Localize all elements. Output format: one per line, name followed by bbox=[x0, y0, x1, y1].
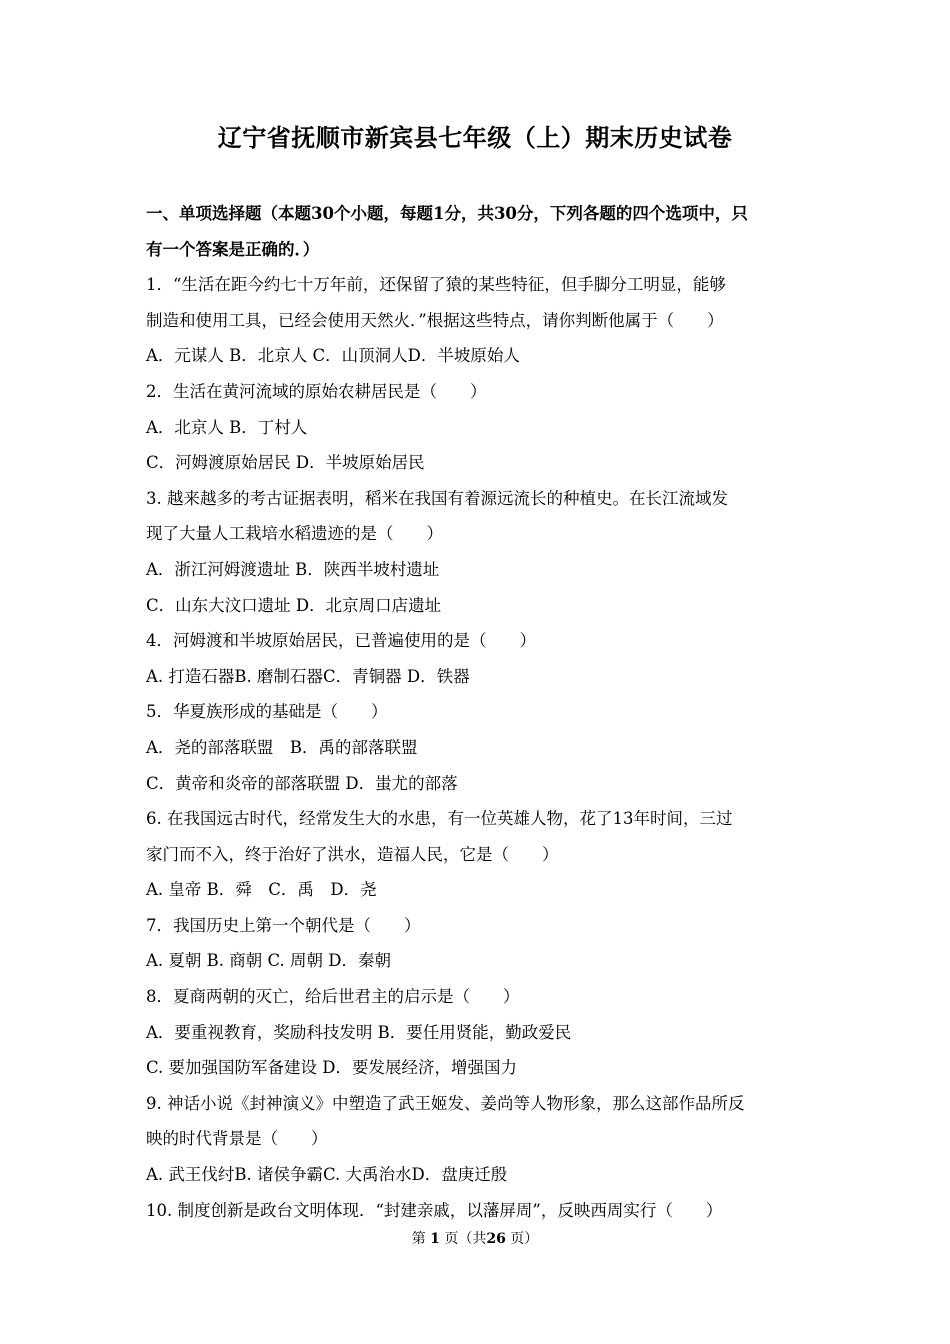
question-2-options-ab: A．北京人 B．丁村人 bbox=[146, 417, 308, 437]
footer-middle: 页（共 bbox=[444, 1231, 487, 1247]
section-heading-line-1: 一、单项选择题（本题30个小题，每题1分，共30分，下列各题的四个选项中，只 bbox=[146, 204, 748, 223]
footer-prefix: 第 bbox=[411, 1231, 426, 1247]
question-9-options: A. 武王伐纣B. 诸侯争霸C. 大禹治水D．盘庚迁殷 bbox=[146, 1165, 508, 1185]
question-1-line-2: 制造和使用工具，已经会使用天然火．”根据这些特点，请你判断他属于（ ） bbox=[146, 310, 724, 330]
footer-total-pages: 26 bbox=[486, 1231, 506, 1247]
footer-suffix: 页） bbox=[510, 1231, 539, 1247]
question-7-stem: 7．我国历史上第一个朝代是（ ） bbox=[146, 915, 421, 935]
question-2-options-cd: C．河姆渡原始居民 D．半坡原始居民 bbox=[146, 453, 425, 473]
question-2-stem: 2．生活在黄河流域的原始农耕居民是（ ） bbox=[146, 381, 487, 401]
question-7-options: A. 夏朝 B. 商朝 C. 周朝 D．秦朝 bbox=[146, 951, 392, 971]
page-title: 辽宁省抚顺市新宾县七年级（上）期末历史试卷 bbox=[217, 123, 733, 152]
question-5-stem: 5．华夏族形成的基础是（ ） bbox=[146, 702, 388, 722]
question-8-options-cd: C. 要加强国防军备建设 D．要发展经济，增强国力 bbox=[146, 1058, 518, 1078]
footer-page-number: 1 bbox=[430, 1231, 440, 1247]
question-4-options: A. 打造石器B. 磨制石器C．青铜器 D．铁器 bbox=[146, 666, 470, 686]
question-5-options-cd: C．黄帝和炎帝的部落联盟 D．蚩尤的部落 bbox=[146, 773, 458, 793]
question-6-line-2: 家门而不入，终于治好了洪水，造福人民，它是（ ） bbox=[146, 844, 559, 864]
question-8-options-ab: A．要重视教育，奖励科技发明 B．要任用贤能，勤政爱民 bbox=[146, 1022, 572, 1042]
section-heading-line-2: 有一个答案是正确的．） bbox=[146, 239, 320, 259]
question-1-options: A．元谋人 B．北京人 C．山顶洞人D．半坡原始人 bbox=[146, 346, 520, 366]
question-8-stem: 8．夏商两朝的灭亡，给后世君主的启示是（ ） bbox=[146, 987, 520, 1007]
question-10-stem: 10. 制度创新是政台文明体现．“封建亲戚，以藩屏周”，反映西周实行（ ） bbox=[146, 1200, 723, 1220]
question-3-options-cd: C．山东大汶口遗址 D．北京周口店遗址 bbox=[146, 595, 442, 615]
question-6-line-1: 6. 在我国远古时代，经常发生大的水患，有一位英雄人物，花了13年时间，三过 bbox=[146, 809, 733, 829]
question-3-line-1: 3. 越来越多的考古证据表明，稻米在我国有着源远流长的种植史。在长江流域发 bbox=[146, 488, 728, 508]
question-4-stem: 4．河姆渡和半坡原始居民，已普遍使用的是（ ） bbox=[146, 631, 536, 651]
question-1-line-1: 1．“生活在距今约七十万年前，还保留了猿的某些特征，但手脚分工明显，能够 bbox=[146, 275, 726, 295]
question-3-line-2: 现了大量人工栽培水稻遗迹的是（ ） bbox=[146, 524, 443, 544]
question-9-line-2: 映的时代背景是（ ） bbox=[146, 1129, 328, 1149]
question-3-options-ab: A．浙江河姆渡遗址 B．陕西半坡村遗址 bbox=[146, 559, 440, 579]
question-9-line-1: 9. 神话小说《封神演义》中塑造了武王姬发、姜尚等人物形象，那么这部作品所反 bbox=[146, 1093, 745, 1113]
page-footer bbox=[0, 1228, 950, 1248]
exam-content bbox=[146, 196, 811, 1228]
question-6-options: A. 皇帝 B．舜 C．禹 D．尧 bbox=[146, 880, 377, 900]
question-5-options-ab: A．尧的部落联盟 B．禹的部落联盟 bbox=[146, 737, 418, 757]
